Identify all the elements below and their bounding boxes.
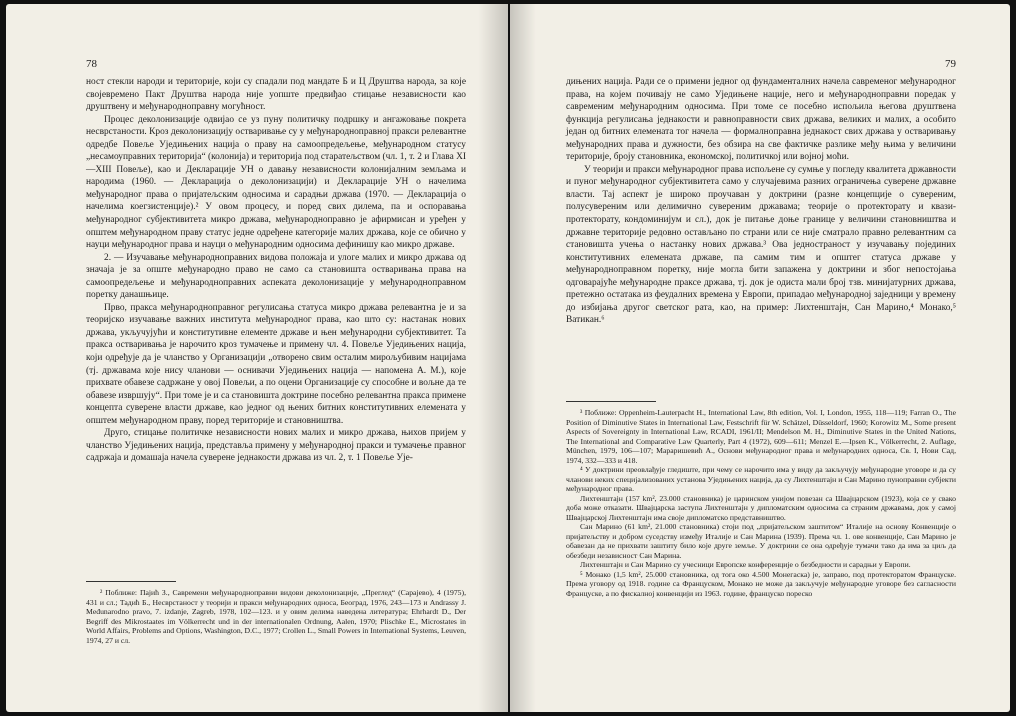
paragraph: 2. — Изучавање међународноправних видова положаја и улоге малих и микро држава од значаја је за опште међународно право не само са становишта остваривања права на самоопредељење и међународноправних аспеката деколонизације у међународноправном поретку данашњице. — [86, 252, 466, 301]
footnote: Лихтенштајн (157 km², 23.000 становника) је царинском унијом повезан са Швајцарском (1923), која се у свако доба може отказати. Швајцарска заступа Лихтенштајн у дипломатским односима са страним државама, док у самој Швајцарској Лихтенштајн има своје дипломатско представништво. — [566, 493, 956, 522]
paragraph: дињених нација. Ради се о примени једног од фундаменталних начела савременог међународног права, на којем почивају не само Уједињене нације, него и међународноправни поредак у савременим међународним односима. При томе се посебно испољила његова друштвена функција регулисања једнакости и равноправности свих држава, великих и малих, а особито један од битних елемената тог начела — формалноправна једнакост свих држава у остваривању међународних права и дужности, без обзира на све фактичке разлике међу њима у величини територије, броју становника, економској, политичкој или војној моћи. — [566, 77, 956, 163]
paragraph: Друго, стицање политичке независности нових малих и микро држава, њихов пријем у чланство Уједињених нација, представља примену у међународној пракси и тумачење правног садржаја и домашаја начела суверене једнакости држава из чл. 2, т. 1 Повеље Ује- — [86, 428, 466, 464]
left-page — [6, 4, 508, 712]
right-page — [510, 4, 1010, 712]
footnote: ² Поближе: Пајић З., Савремени међународноправни видови деколонизације, „Преглед“ (Сарајево), 4 (1975), 431 и сл.; Тадић Б., Несврстаност у теорији и пракси међународних односа, Београд, 1976, 243—173 и Andrassy J. Međunarodno pravo, 7. izdanje, Zagreb, 1978, 102—123. и у овим делима наведена литература; Ehrhardt D., Der Begriff des Mikrostaates im Völkerrecht und in der internationalen Ordnung, Aalen, 1970; Plischke E., Microstates in World Affairs, Problems and Options, Washington, D.C., 1977; Crollen L., Small Powers in International Systems, Leuven, 1974, 27 и сл. — [86, 588, 466, 645]
footnote-rule — [566, 401, 656, 402]
footnote: Лихтенштајн и Сан Марино су учесници Европске конференције о безбедности и сарадњи у Европи. — [580, 560, 911, 569]
footnote: Сан Марино (61 km², 21.000 становника) стоји под „пријатељском заштитом“ Италије на основу Конвенције о пријатељству и добром суседству између Италије и Сан Марина (1939). Према чл. 1. ове конвенције, Сан Марино је обавезан да не прихвати заштиту било које друге земље. У доктрини се она одређује тумачи тако да има за циљ да обезбеди независност Сан Марина. — [566, 522, 956, 560]
footnote-rule — [86, 581, 176, 582]
footnote: ³ Поближе: Oppenheim-Lauterpacht H., International Law, 8th edition, Vol. I, London, 1955, 118—119; Farran O., The Position of Diminutive States in International Law, Festschrift für W. Schätzel, Düsseldorf, 1960; Korowitz M., Some present Aspects of Sovereignty in International Law, RCADI, 1961/II; Mendelson M. H., Diminutive States in the United Nations, The International and Comparative Law Quarterly, Part 4 (1972), 609—611; Menzel E.—Ipsen K., Völkerrecht, 2. Auflage, München, 1979, 106—107; Мараришевић А., Основи међународног права и међународних односа, Св. I, Нови Сад, 1974, 332—333 и 418. — [566, 408, 956, 465]
footnote: ⁵ Монако (1,5 km², 25.000 становника, од тога око 4.500 Монегаска) је, заправо, под протекторатом Француске. Према уговору од 1918. године са Француском, Монако не може да закључује међународне уговоре без сагласности Француске, а по фискалној конвенцији из 1963. године, француско пореско — [566, 569, 956, 598]
paragraph: Прво, пракса међународноправног регулисања статуса микро држава релевантна је и за теоријско изучавање важних института међународног права, као што су: настанак нових држава, укључујући и конститутивне елементе државе и њен међународни субјективитет. Та пракса остваривања је нарочито кроз тумачење и примену чл. 4. Повеље Уједињених нација, који одређује да је чланство у Организацији „отворено свим осталим мирољубивим нацијама (тј. државама које нису чланови — оснивачи Уједињених нација — напомена А. М.), које прихвате обавезе садржане у овој Повељи, а по оцени Организације су способне и вољне да те обавезе извршују“. При томе је и са становишта доктрине посебно релевантна пракса примене концепта суверене власти државе, као једног од њених битних конститутивних елемената у општем међународном праву, поред територије и становништва. — [86, 302, 466, 426]
paragraph: У теорији и пракси међународног права испољене су сумње у погледу квалитета државности и пуног међународног субјективитета само у случајевима разних ограничења суверене државне власти. Тај аспект је широко проучаван у доктрини (разне концепције о сувереним, полусувереним или делимично сувереним државама; теорије о протекторату и квази-протекторату, кондоминијум и сл.), док је питање доње границе у величини становништва и државне територије редовно остављано по страни или се није сматрало правно релевантним са становишта учења о настанку нових држава.³ Ова једностраност у изучавању појединих конститутивних елемената државе, па самим тим и општег статуса државе у међународноправном поретку, није могла бити запажена у доктрини и због непостојања одговарајуће међународне праксе држава, тј. док је одиста мали број тзв. минијатурних држава, претежно остатака из феудалних времена у Европи, припадао међународној заједници у времену до избијања другог светског рата, као, на пример: Лихтенштајн, Сан Марино,⁴ Монако,⁵ Ватикан.⁶ — [566, 164, 956, 326]
page-number: 79 — [945, 58, 956, 70]
body-text — [566, 76, 956, 327]
footnotes — [566, 401, 956, 598]
page-number: 78 — [86, 58, 97, 70]
body-text — [86, 76, 466, 465]
footnote: ⁴ У доктрини преовлађује гледиште, при чему се нарочито има у виду да закључују међународне уговоре и да су чланови неких специјализованих установа Уједињених нација, да су Лихтенштајн и Сан Марино пуноправни субјекти међународног права. — [566, 465, 956, 493]
paragraph: ност стекли народи и територије, који су спадали под мандате Б и Ц Друштва народа, за које својевремено Пакт Друштва народа није уопште предвиђао стицање независности као друштвену и међународноправну могућност. — [86, 77, 466, 113]
paragraph: Процес деколонизације одвијао се уз пуну политичку подршку и ангажовање покрета несврстаности. Кроз деколонизацију остваривање су у међународноправној пракси релевантне одредбе Повеље Уједињених нација о праву на самоопредељење, међународном статусу „несамоуправних територија“ (колонија) и територија под старатељством (чл. 1, т. 2 и Глава XI—XIII Повеље), као и Декларације УН о давању независности колонијалним земљама и народима (1960. — Декларација о деколонизацији) и Декларације УН о начелима међународног права о пријатељским односима и сарадњи држава (1970. — Декларација о начелима коегзистенције).² У овом процесу, и поред свих дилема, па и оспоравања међународног субјективитета микро држава, међународноправно је афирмисан и уређен у општем међународном праву статус једне одређене категорије малих држава, које се обично у науци међународног права и науци о међународним односима дефинишу као микро државе. — [86, 114, 466, 251]
footnotes — [86, 581, 466, 645]
